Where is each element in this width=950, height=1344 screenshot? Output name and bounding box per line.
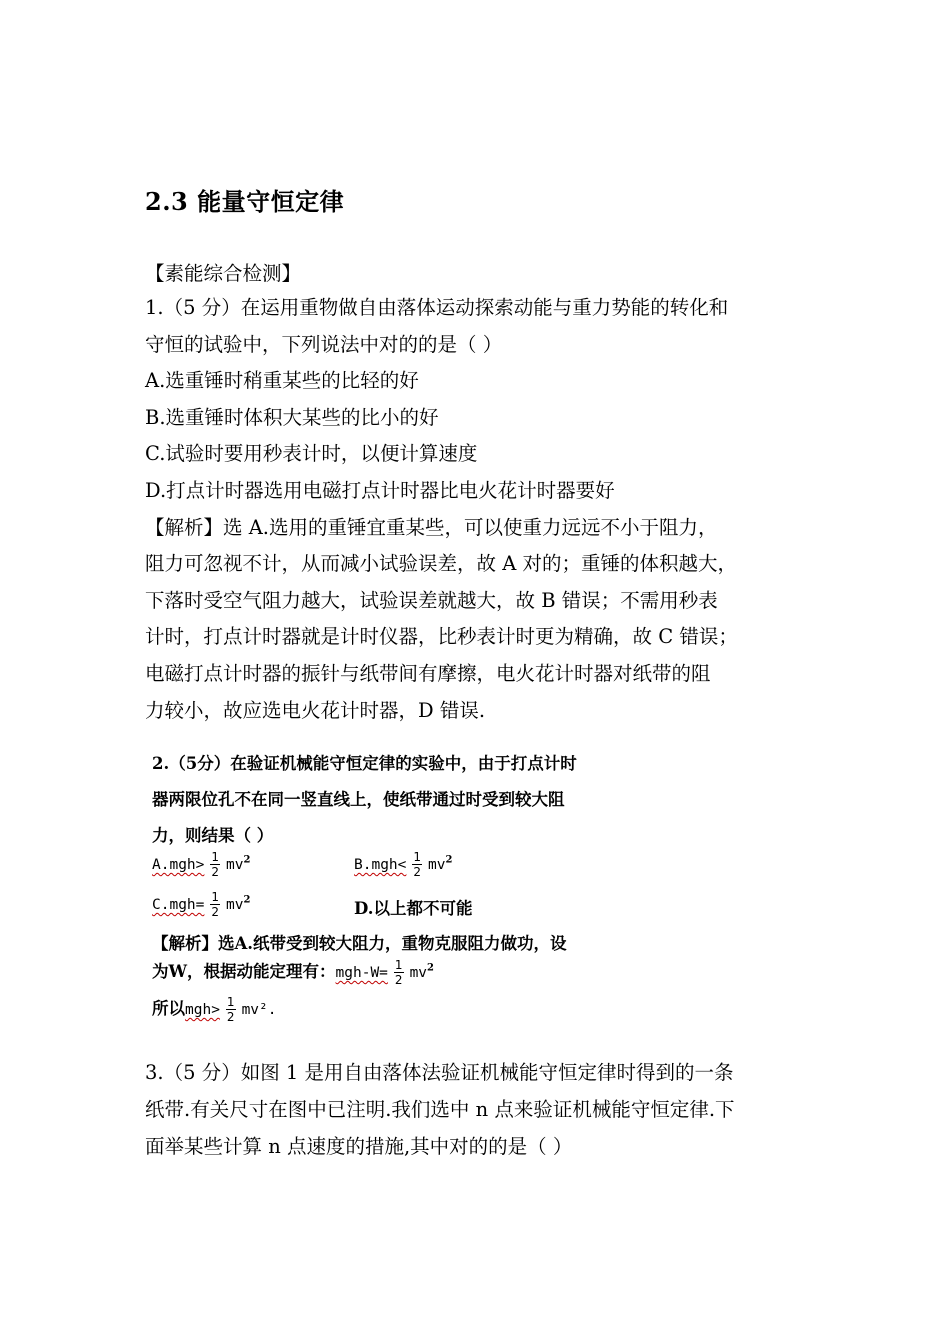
- fraction: $\frac{1}{2}$: [211, 890, 220, 919]
- question-3: [145, 1054, 825, 1165]
- q2-option-d: D.以上都不可能: [354, 899, 473, 918]
- q2-option-c: C.mgh= $\frac{1}{2}$ $mv^2$: [152, 890, 251, 919]
- fraction: $\frac{1}{2}$: [394, 958, 403, 987]
- q3-line: 纸带.有关尺寸在图中已注明.我们选中 n 点来验证机械能守恒定律.下: [145, 1098, 735, 1121]
- q1-answer-line: 力较小，故应选电火花计时器，D 错误.: [145, 698, 486, 722]
- fraction: $\frac{1}{2}$: [413, 850, 422, 879]
- section-heading: 【素能综合检测】: [145, 262, 302, 285]
- q3-line: 面举某些计算 n 点速度的措施,其中对的的是（ ）: [145, 1135, 573, 1158]
- q2-line: 2.（5分）在验证机械能守恒定律的实验中，由于打点计时: [152, 754, 577, 773]
- question-1: [145, 290, 825, 729]
- fraction: $\frac{1}{2}$: [226, 995, 235, 1024]
- q2-line: 器两限位孔不在同一竖直线上，使纸带通过时受到较大阻: [152, 790, 565, 809]
- q3-line: 3.（5 分）如图 1 是用自由落体法验证机械能守恒定律时得到的一条: [145, 1061, 734, 1084]
- q1-answer-line: 计时，打点计时器就是计时仪器，比秒表计时更为精确，故 C 错误；: [145, 625, 738, 649]
- q2-line: 力，则结果（ ）: [152, 826, 274, 845]
- document-title: 2.3 能量守恒定律: [145, 187, 345, 216]
- q2-answer-line: 【解析】选A.纸带受到较大阻力，重物克服阻力做功，设: [152, 934, 567, 953]
- q1-option-b: B.选重锤时体积大某些的比小的好: [145, 405, 439, 429]
- fraction: $\frac{1}{2}$: [211, 850, 220, 879]
- q2-answer-line: 所以mgh> $\frac{1}{2}$ mv².: [152, 995, 277, 1024]
- q1-line: 1.（5 分）在运用重物做自由落体运动探索动能与重力势能的转化和: [145, 296, 729, 319]
- q1-option-a: A.选重锤时稍重某些的比轻的好: [145, 369, 419, 393]
- q1-answer-line: 下落时受空气阻力越大，试验误差就越大，故 B 错误；不需用秒表: [145, 588, 718, 612]
- q1-line: 守恒的试验中，下列说法中对的的是（ ）: [145, 332, 503, 356]
- q1-option-d: D.打点计时器选用电磁打点计时器比电火花计时器要好: [145, 478, 615, 502]
- q1-answer-line: 电磁打点计时器的振针与纸带间有摩擦，电火花计时器对纸带的阻: [145, 661, 711, 685]
- q2-option-a: A.mgh> $\frac{1}{2}$ $mv^2$: [152, 850, 251, 879]
- q1-option-c: C.试验时要用秒表计时，以便计算速度: [145, 442, 478, 466]
- q2-option-b: B.mgh< $\frac{1}{2}$ $mv^2$: [354, 850, 453, 879]
- q2-answer-line: 为W，根据动能定理有：mgh-W= $\frac{1}{2}$ $mv^2$: [152, 958, 434, 987]
- q1-answer-line: 【解析】选 A.选用的重锤宜重某些，可以使重力远远不小于阻力，: [145, 515, 718, 539]
- q1-answer-line: 阻力可忽视不计，从而减小试验误差，故 A 对的；重锤的体积越大，: [145, 552, 737, 576]
